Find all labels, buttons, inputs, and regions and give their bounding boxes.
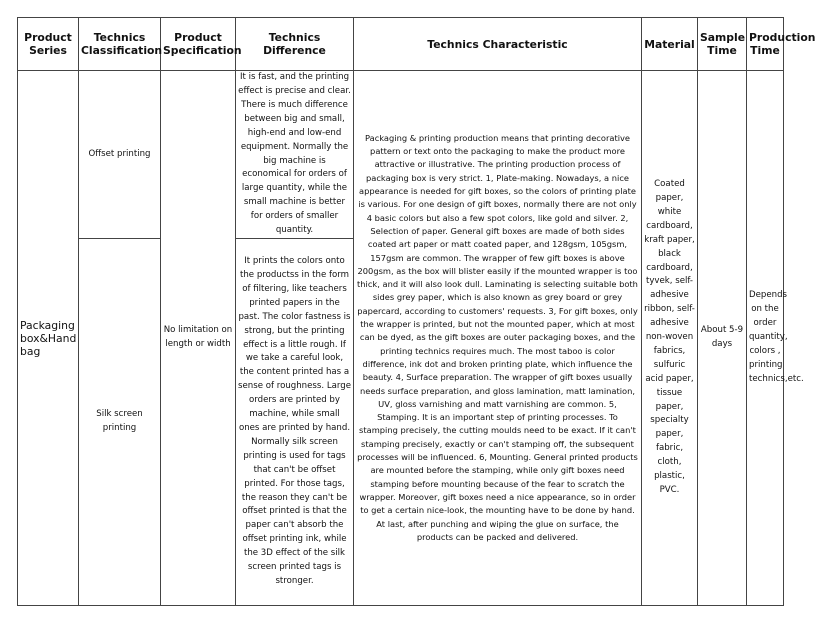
header-technics-difference: Technics Difference bbox=[236, 18, 354, 71]
header-technics-characteristic: Technics Characteristic bbox=[354, 18, 642, 71]
product-series-cell: Packaging box&Hand bag bbox=[18, 71, 79, 606]
material-cell: Coated paper, white cardboard, kraft paper, black cardboard, tyvek, self-adhesive ribbon, self-adhesive non-woven fabrics, sulfuric acid paper, tissue paper, specialty paper, fabric, cloth, plastic, PVC. bbox=[642, 71, 698, 606]
header-technics-classification: Technics Classification bbox=[79, 18, 161, 71]
specification-cell: No limitation on length or width bbox=[161, 71, 236, 606]
header-material: Material bbox=[642, 18, 698, 71]
silk-screen-printing-classification: Silk screen printing bbox=[79, 239, 161, 606]
offset-printing-row bbox=[18, 71, 784, 239]
technics-table bbox=[17, 17, 815, 606]
header-product-specification: Product Specification bbox=[161, 18, 236, 71]
production-time-cell: Depends on the order quantity, colors , printing technics,etc. bbox=[747, 71, 784, 606]
offset-printing-classification: Offset printing bbox=[79, 71, 161, 239]
offset-printing-difference: It is fast, and the printing effect is precise and clear. There is much difference between big and small, high-end and low-end equipment. Normally the big machine is economical for orders of large quantity, while the small machine is better for orders of smaller quantity. bbox=[236, 71, 354, 239]
silk-screen-printing-difference: It prints the colors onto the productss in the form of filtering, like teachers printed papers in the past. The color fastness is strong, but the printing effect is a little rough. If we take a careful look, the content printed has a sense of roughness. Large orders are printed by machine, while small ones are printed by hand. Normally silk screen printing is used for tags that can't be offset printed. For those tags, the reason they can't be offset printed is that the paper can't absorb the offset printing ink, while the 3D effect of the silk screen printed tags is stronger. bbox=[236, 239, 354, 606]
header-sample-time: Sample Time bbox=[698, 18, 747, 71]
technics-characteristic-cell: Packaging & printing production means that printing decorative pattern or text onto the packaging to make the product more attractive or illustrative. The printing production process of packaging box is very strict. 1, Plate-making. Nowadays, a nice appearance is needed for gift boxes, so the colors of printing plate is various. For one design of gift boxes, normally there are not only 4 basic colors but also a few spot colors, like gold and silver. 2, Selection of paper. General gift boxes are made of both sides coated art paper or matt coated paper, and 128gsm, 105gsm, 157gsm are common. The wrapper of few gift boxes is above 200gsm, as the box will blister easily if the mounted wrapper is too thick, and it will also look dull. Laminating is selecting suitable both sides grey paper, which is also known as grey board or grey papercard, according to customers' requests. 3, For gift boxes, only the wrapper is printed, but not the mounted paper, which at most can be dyed, as the gift boxes are outer packaging boxes, and the printing technics requires much. The most taboo is color difference, ink dot and broken printing plate, which influence the beauty. 4, Surface preparation. The wrapper of gift boxes usually needs surface preparation, and gloss lamination, matt lamination, UV, gloss varnishing and matt varnishing are common. 5, Stamping. It is an important step of printing processes. To stamping precisely, the cutting moulds need to be exact. If it can't stamping precisely, exactly or can't stamping off, the subsequent processes will be influenced. 6, Mounting. General printed products are mounted before the stamping, while only gift boxes need stamping before mounting because of the fear to scratch the wrapper. Moreover, gift boxes need a nice appearance, so in order to get a certain nice-look, the mounting have to be done by hand. At last, after punching and wiping the glue on surface, the products can be packed and delivered. bbox=[354, 71, 642, 606]
sample-time-cell: About 5-9 days bbox=[698, 71, 747, 606]
header-row bbox=[18, 18, 784, 71]
header-production-time: Production Time bbox=[747, 18, 784, 71]
header-product-series: Product Series bbox=[18, 18, 79, 71]
